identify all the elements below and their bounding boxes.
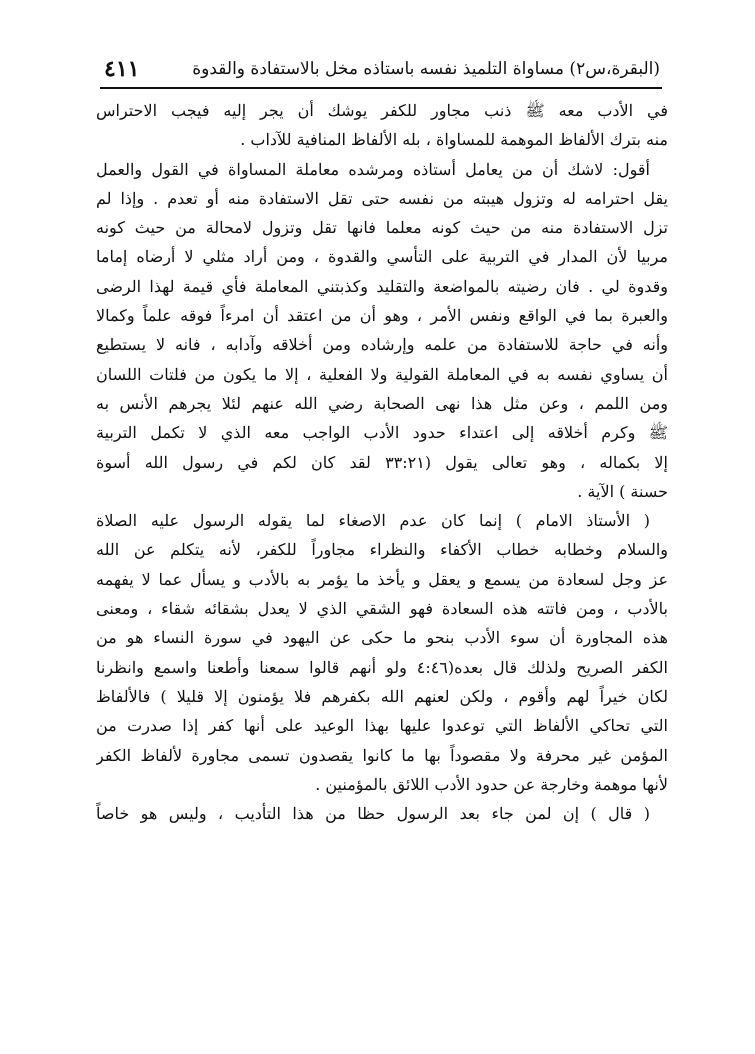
text-line: لكان خيراً لهم وأقوم ، ولكن لعنهم الله بكفرهم فلا يؤمنون إلا قليلا ) فالألفاظ: [96, 686, 668, 706]
text-line: تزل الاستفادة منه من حيث كونه معلما فانها تقل وتزول لامحالة من حيث كونه: [96, 218, 668, 238]
text-line: بالأدب ، ومن فاتته هذه السعادة فهو الشقي الذي لا يعدل بشقائه شقاء ، ومعنى: [96, 599, 668, 619]
text-line: أقول: لاشك أن من يعامل أستاذه ومرشده معاملة المساواة في القول والعمل: [96, 159, 650, 179]
text-line: ﷺ وكرم أخلاقه إلى اعتداء حدود الأدب الواجب معه الذي لا تكمل التربية: [96, 423, 668, 443]
header-title: (البقرة،س٢) مساواة التلميذ نفسه باستاذه مخل بالاستفادة والقدوة: [192, 59, 660, 79]
page-number: ٤١١: [104, 56, 140, 82]
text-line: والسلام وخطابه خطاب الأكفاء والنظراء مجاوراً للكفر، لأنه يتكلم عن الله: [96, 540, 668, 560]
text-line: عز وجل لسعادة من يسمع و يعقل و يأخذ ما يؤمر به بالأدب و يسأل عما لا يفهمه: [96, 569, 668, 589]
text-line: ( الأستاذ الامام ) إنما كان عدم الاصغاء لما يقوله الرسول عليه الصلاة: [96, 511, 650, 531]
header-rule: [100, 87, 662, 89]
text-line: يقل احترامه له وتزول هيبته من نفسه حتى تقل الاستفادة منه أو تعدم . وإذا لم: [96, 188, 668, 208]
text-line: هذه المجاورة أن سوء الأدب بنحو ما حكى عن اليهود في سورة النساء هو من: [96, 628, 668, 648]
text-line: ومن اللمم ، وعن مثل هذا نهى الصحابة رضي الله عنهم لئلا يجرهم الأنس به: [96, 393, 668, 413]
text-line: التي تحاكي الألفاظ التي توعدوا عليها بهذا الوعيد على أنها كفر إذا صدرت من: [96, 716, 668, 736]
text-line: لأنها موهمة وخارجة عن حدود الأدب اللائق بالمؤمنين .: [315, 774, 668, 794]
text-line: المؤمن غير محرفة ولا مقصوداً بها ما كانوا يقصدون تسمى مجاورة لألفاظ الكفر: [96, 745, 668, 765]
text-line: وأنه في حاجة للاستفادة من علمه وإرشاده ومن أخلاقه وآدابه ، فانه لا يستطيع: [96, 335, 668, 355]
text-line: حسنة ) الآية .: [577, 481, 668, 501]
text-line: والعبرة بما في الواقع ونفس الأمر ، وهو أن من اعتقد أن امرءاً فوقه علماً وكمالا: [96, 306, 668, 326]
body-text: [96, 96, 668, 828]
text-line: الكفر الصريح ولذلك قال بعده(٤:٤٦ ولو أنهم قالوا سمعنا وأطعنا واسمع وانظرنا: [96, 657, 668, 677]
running-header: [100, 52, 660, 86]
text-line: مربيا لأن المدار في التربية على التأسي والقدوة ، ومن أراد مثلي لا أرضاه إماما: [96, 247, 668, 267]
text-line: إلا بكماله ، وهو تعالى يقول (٣٣:٢١ لقد كان لكم في رسول الله أسوة: [96, 452, 668, 472]
text-line: ( قال ) إن لمن جاء بعد الرسول حظا من هذا التأديب ، وليس هو خاصاً: [96, 804, 650, 824]
text-line: في الأدب معه ﷺ ذنب مجاور للكفر يوشك أن يجر إليه فيجب الاحتراس: [96, 101, 668, 120]
text-line: أن يساوي نفسه به في المعاملة القولية ولا الفعلية ، إلا ما يكون من فلتات اللسان: [96, 364, 668, 384]
text-line: منه بترك الألفاظ الموهمة للمساواة ، بله الألفاظ المنافية للآداب .: [240, 130, 668, 150]
text-line: وقدوة لي . فان رضيته بالمواضعة والتقليد وكذبتني المعاملة فأي قيمة لهذا الرضى: [96, 276, 668, 296]
